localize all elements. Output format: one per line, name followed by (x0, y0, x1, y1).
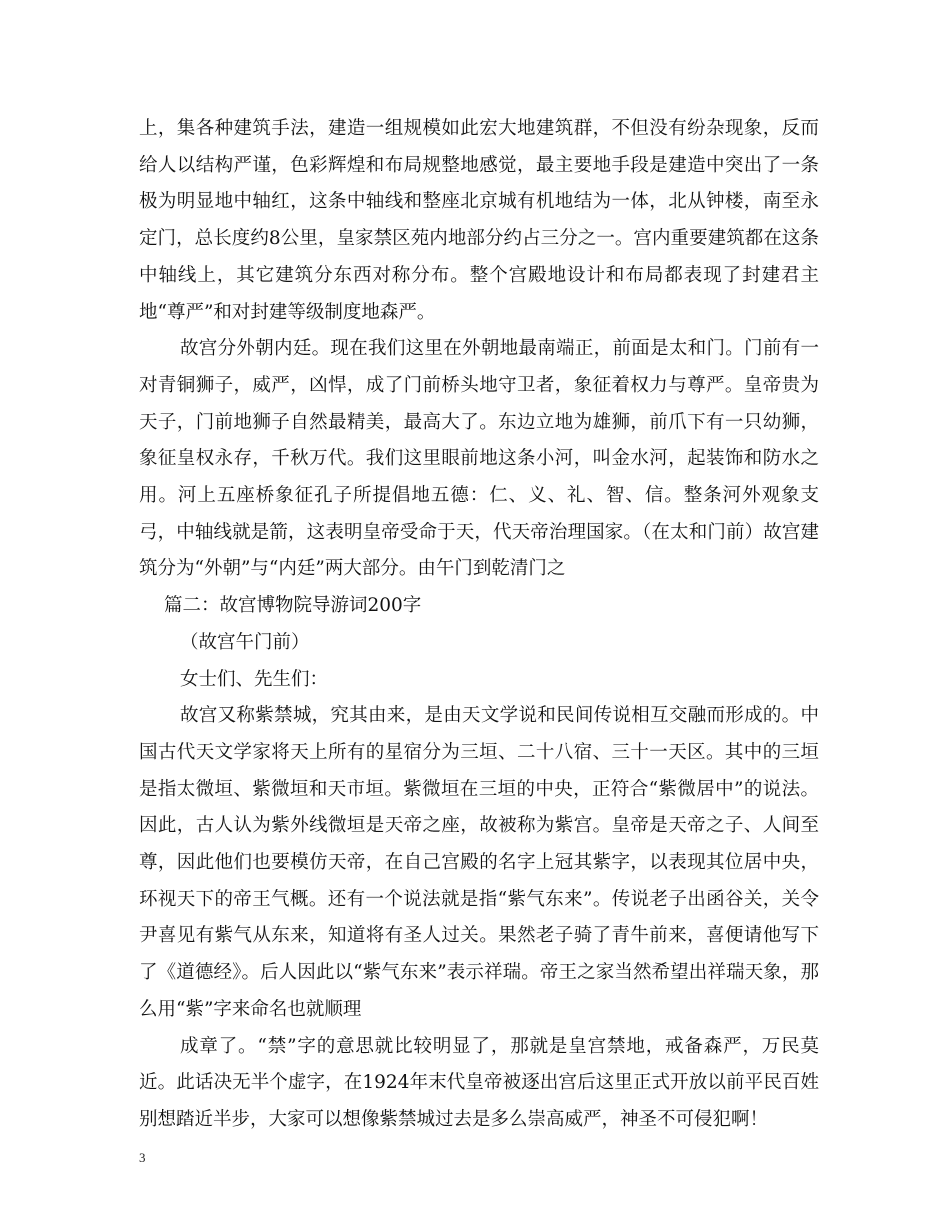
paragraph-1: 上，集各种建筑手法，建造一组规模如此宏大地建筑群，不但没有纷杂现象，反而给人以结构严谨，色彩辉煌和布局规整地感觉，最主要地手段是建造中突出了一条极为明显地中轴红，这条中轴线和整座北京城有机地结为一体，北从钟楼，南至永定门，总长度约8公里，皇家禁区苑内地部分约占三分之一。宫内重要建筑都在这条中轴线上，其它建筑分东西对称分布。整个宫殿地设计和布局都表现了封建君主地“尊严”和对封建等级制度地森严。 (139, 118, 819, 323)
paragraph-4: 成章了。“禁”字的意思就比较明显了，那就是皇宫禁地，戒备森严，万民莫近。此话决无半个虚字，在1924年末代皇帝被逐出宫后这里正式开放以前平民百姓别想踏近半步，大家可以想像紫禁城过去是多么崇高威严，神圣不可侵犯啊！ (139, 1035, 819, 1130)
page-number: 3 (139, 1150, 146, 1165)
section-heading: 篇二：故宫博物院导游词200字 (164, 595, 422, 617)
body-text (139, 111, 819, 1139)
greeting: 女士们、先生们： (180, 668, 329, 690)
location-note: （故宫午门前） (180, 631, 310, 653)
paragraph-3: 故宫又称紫禁城，究其由来，是由天文学说和民间传说相互交融而形成的。中国古代天文学家将天上所有的星宿分为三垣、二十八宿、三十一天区。其中的三垣是指太微垣、紫微垣和天市垣。紫微垣在三垣的中央，正符合“紫微居中”的说法。因此，古人认为紫外线微垣是天帝之座，故被称为紫宫。皇帝是天帝之子、人间至尊，因此他们也要模仿天帝，在自己宫殿的名字上冠其紫字，以表现其位居中央，环视天下的帝王气概。还有一个说法就是指“紫气东来”。传说老子出函谷关，关令尹喜见有紫气从东来，知道将有圣人过关。果然老子骑了青牛前来，喜便请他写下了《道德经》。后人因此以“紫气东来”表示祥瑞。帝王之家当然希望出祥瑞天象，那么用“紫”字来命名也就顺理 (139, 705, 819, 1020)
paragraph-2: 故宫分外朝内廷。现在我们这里在外朝地最南端正，前面是太和门。门前有一对青铜狮子，威严，凶悍，成了门前桥头地守卫者，象征着权力与尊严。皇帝贵为天子，门前地狮子自然最精美，最高大了。东边立地为雄狮，前爪下有一只幼狮，象征皇权永存，千秋万代。我们这里眼前地这条小河，叫金水河，起装饰和防水之用。河上五座桥象征孔子所提倡地五德：仁、义、礼、智、信。整条河外观象支弓，中轴线就是箭，这表明皇帝受命于天，代天帝治理国家。（在太和门前）故宫建筑分为“外朝”与“内廷”两大部分。由午门到乾清门之 (139, 338, 819, 580)
